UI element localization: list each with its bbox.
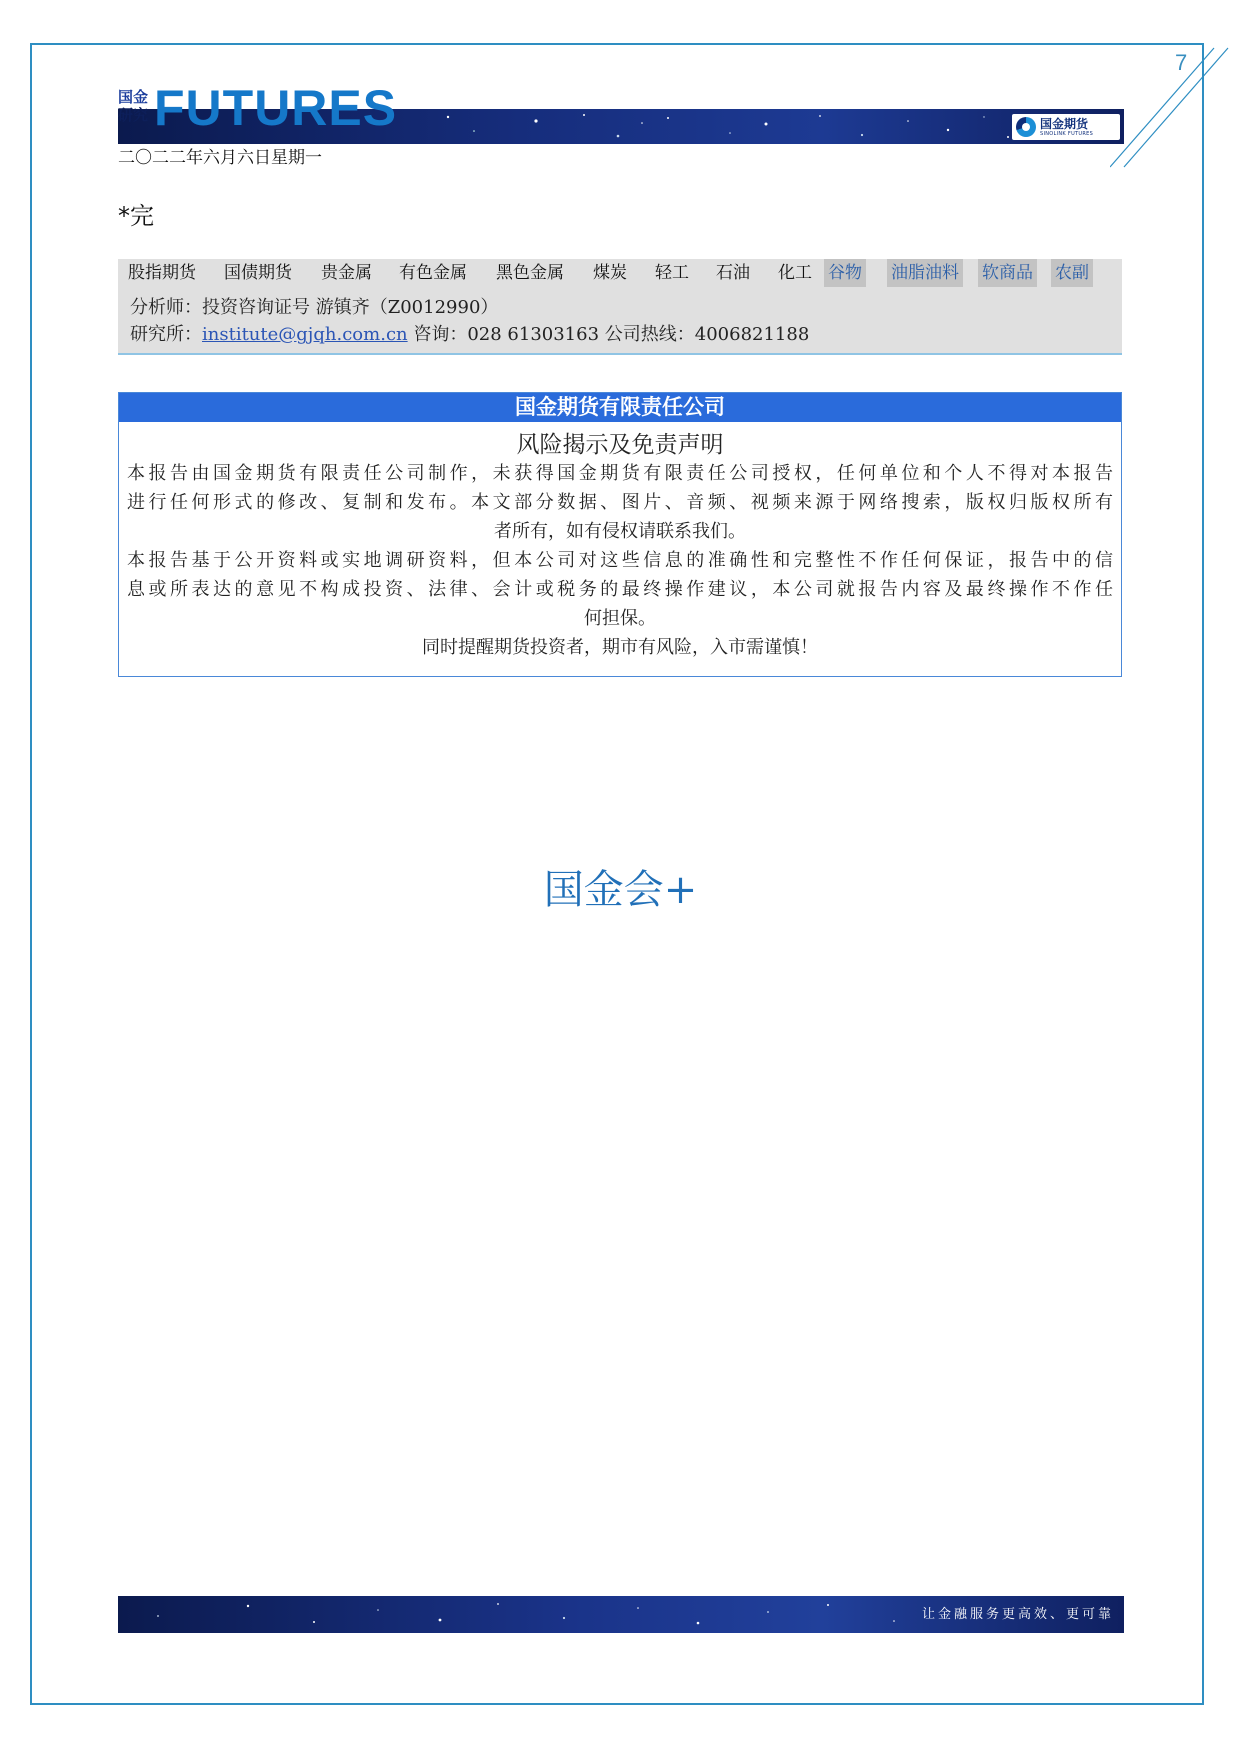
disclaimer-p2-line2: 息或所表达的意见不构成投资、法律、会计或税务的最终操作建议，本公司就报告内容及最终操作不作任: [127, 579, 1113, 600]
disclaimer-p2-line1: 本报告基于公开资料或实地调研资料，但本公司对这些信息的准确性和完整性不作任何保证，报告中的信: [127, 550, 1113, 571]
disclaimer-p1-line2: 进行任何形式的修改、复制和发布。本文部分数据、图片、音频、视频来源于网络搜索，版权归版权所有: [127, 492, 1113, 513]
nav-item-precious-metals[interactable]: 贵金属: [321, 263, 372, 283]
brand-line-1: 国金: [118, 88, 149, 106]
page-number: 7: [1175, 50, 1188, 75]
club-title: 国金会+: [543, 867, 698, 913]
logo-name-cn: 国金期货: [1040, 116, 1089, 131]
email-link[interactable]: institute@gjqh.com.cn: [202, 324, 408, 345]
disclaimer-p1-line1: 本报告由国金期货有限责任公司制作，未获得国金期货有限责任公司授权，任何单位和个人不得对本报告: [127, 463, 1113, 484]
nav-item-oilseeds[interactable]: 油脂油料: [887, 259, 963, 287]
end-mark: *完: [118, 202, 154, 230]
disclaimer-p2-line3: 何担保。: [584, 608, 656, 629]
contact-prefix: 研究所：: [130, 324, 202, 345]
report-date: 二〇二二年六月六日星期一: [118, 148, 322, 168]
brand-line-2: 研究: [118, 106, 149, 124]
nav-item-oil[interactable]: 石油: [716, 263, 750, 283]
nav-item-light-industry[interactable]: 轻工: [655, 263, 689, 283]
footer-slogan: 让金融服务更高效、更可靠: [921, 1607, 1114, 1622]
disclaimer-title: 风险揭示及免责声明: [516, 432, 724, 458]
nav-item-nonferrous[interactable]: 有色金属: [399, 263, 467, 283]
brand-futures-wordmark: FUTURES: [154, 80, 398, 136]
nav-item-agri-byproducts[interactable]: 农副: [1051, 259, 1093, 287]
company-logo: [1012, 114, 1120, 140]
footer-banner: [118, 1596, 1124, 1633]
disclaimer-company: 国金期货有限责任公司: [119, 393, 1121, 422]
brand-research-label: [118, 88, 154, 124]
contact-info: [130, 320, 809, 346]
category-nav: [118, 259, 1122, 355]
nav-item-grains[interactable]: 谷物: [824, 259, 866, 287]
nav-item-coal[interactable]: 煤炭: [593, 263, 627, 283]
contact-phones: 咨询：028 61303163 公司热线：4006821188: [407, 324, 810, 345]
corner-decoration: [1110, 40, 1230, 180]
nav-item-ferrous[interactable]: 黑色金属: [496, 263, 564, 283]
disclaimer-paragraph-3: [119, 633, 1121, 662]
disclaimer-paragraph-2: [119, 546, 1121, 633]
nav-item-treasury[interactable]: 国债期货: [224, 263, 292, 283]
nav-item-stock-index[interactable]: 股指期货: [128, 263, 196, 283]
category-tabs: [118, 259, 1122, 289]
analyst-info: 分析师：投资咨询证号 游镇齐（Z0012990）: [130, 297, 499, 318]
logo-name-en: SINOLINK FUTURES: [1040, 130, 1094, 137]
logo-mark-icon: [1016, 117, 1036, 137]
nav-item-chemicals[interactable]: 化工: [778, 263, 812, 283]
disclaimer-p1-line3: 者所有，如有侵权请联系我们。: [494, 521, 746, 542]
disclaimer-paragraph-1: [119, 459, 1121, 546]
disclaimer-box: [118, 392, 1122, 677]
disclaimer-warning: 同时提醒期货投资者，期市有风险，入市需谨慎！: [422, 637, 818, 658]
nav-item-softs[interactable]: 软商品: [978, 259, 1037, 287]
